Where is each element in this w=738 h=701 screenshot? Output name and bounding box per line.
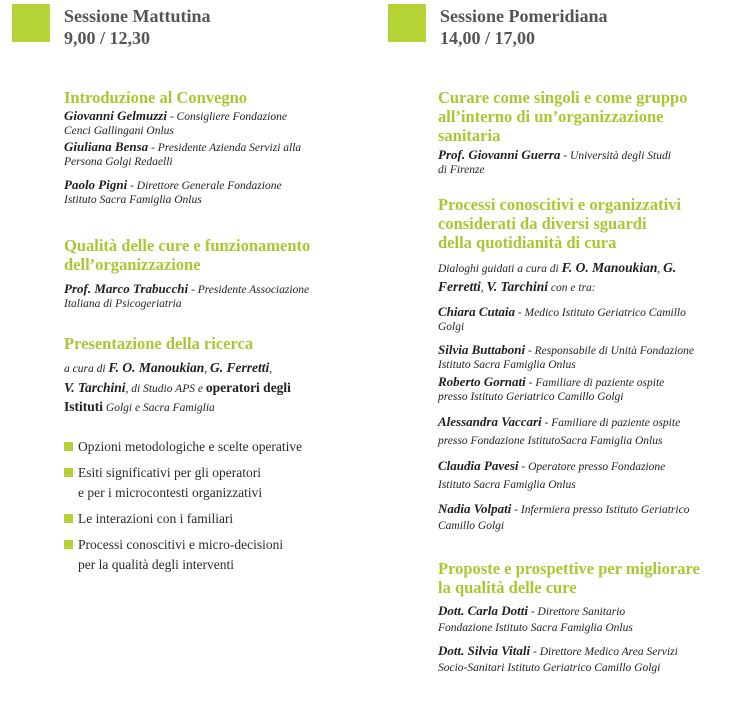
speaker-entry bbox=[438, 148, 733, 177]
speaker-role-cont: Italiana di Psicogeriatria bbox=[64, 298, 182, 310]
section-heading: Proposte e prospettive per migliorare bbox=[438, 559, 700, 578]
bullet-square bbox=[64, 540, 73, 549]
speaker-role-cont: Camillo Golgi bbox=[438, 520, 505, 532]
author-name: G. bbox=[663, 260, 677, 275]
intro-text: a cura di bbox=[64, 363, 109, 375]
speaker-entry bbox=[438, 643, 733, 676]
speaker-entry bbox=[438, 343, 733, 372]
author-name: V. Tarchini bbox=[486, 279, 549, 294]
section-heading: Processi conoscitivi e organizzativi bbox=[438, 195, 682, 214]
section-heading-cont: dell’organizzazione bbox=[64, 255, 201, 274]
intro-text: Golgi e Sacra Famiglia bbox=[103, 402, 215, 414]
green-square-marker bbox=[12, 4, 50, 42]
bullet-square bbox=[64, 514, 73, 523]
list-item bbox=[64, 464, 364, 501]
speaker-role-cont: Cenci Gallingani Onlus bbox=[64, 125, 174, 137]
speaker-role: - Responsabile di Unità Fondazione bbox=[525, 345, 695, 357]
speaker-role: - Presidente Associazione bbox=[188, 284, 310, 296]
session-title: Sessione Mattutina bbox=[64, 6, 211, 26]
intro-text: , bbox=[657, 263, 664, 275]
section-processi bbox=[438, 195, 733, 534]
speaker-role-cont: Persona Golgi Redaelli bbox=[64, 156, 173, 168]
speaker-entry bbox=[438, 375, 733, 404]
section-proposte bbox=[438, 559, 733, 676]
section-introduzione bbox=[64, 88, 364, 207]
section-heading-cont: considerati da diversi sguardi bbox=[438, 214, 647, 233]
speaker-entry bbox=[438, 413, 733, 450]
bullet-text: Le interazioni con i familiari bbox=[78, 511, 234, 526]
speaker-role: - Direttore Generale Fondazione bbox=[127, 180, 282, 192]
session-title: Sessione Pomeridiana bbox=[440, 6, 608, 26]
bullet-square bbox=[64, 468, 73, 477]
morning-session-header bbox=[12, 0, 357, 46]
speaker-role: - Presidente Azienda Servizi alla bbox=[148, 142, 302, 154]
speaker-entry bbox=[64, 109, 364, 138]
speaker-role: - Università degli Studi bbox=[560, 150, 671, 162]
speaker-role-cont: Golgi bbox=[438, 321, 465, 333]
speaker-role-cont: Istituto Sacra Famiglia Onlus bbox=[438, 479, 576, 491]
speaker-role: - Consigliere Fondazione bbox=[166, 111, 287, 123]
speaker-name: Dott. Carla Dotti bbox=[438, 603, 528, 618]
speaker-role-cont: Istituto Sacra Famiglia Onlus bbox=[438, 359, 576, 371]
bullet-text-cont: per la qualità degli interventi bbox=[78, 557, 234, 572]
list-item bbox=[64, 438, 364, 455]
speaker-role: - Infermiera presso Istituto Geriatrico bbox=[511, 504, 690, 516]
intro-text: , bbox=[204, 363, 210, 375]
author-name: operatori degli bbox=[205, 380, 291, 395]
author-name: F. O. Manoukian bbox=[108, 360, 205, 375]
intro-text: , di Studio APS e bbox=[125, 383, 206, 395]
intro-text: , bbox=[269, 363, 273, 375]
speaker-name: Prof. Marco Trabucchi bbox=[64, 281, 189, 296]
author-name: Istituti bbox=[64, 399, 104, 414]
section-curare bbox=[438, 88, 733, 177]
section-heading: Curare come singoli e come gruppo bbox=[438, 88, 688, 107]
author-name: V. Tarchini bbox=[64, 380, 126, 395]
speaker-role: - Familiare di paziente ospite bbox=[541, 417, 681, 429]
author-name: Ferretti bbox=[438, 279, 481, 294]
speaker-role-cont: Istituto Sacra Famiglia Onlus bbox=[64, 194, 202, 206]
intro-text: Dialoghi guidati a cura di bbox=[438, 263, 562, 275]
speaker-entry bbox=[438, 501, 733, 534]
morning-session-column bbox=[12, 0, 357, 572]
section-qualita bbox=[64, 236, 364, 311]
speaker-role-cont: di Firenze bbox=[438, 164, 485, 176]
speaker-name: Claudia Pavesi bbox=[438, 458, 519, 473]
speaker-role-cont: presso Fondazione IstitutoSacra Famiglia Onlus bbox=[438, 435, 663, 447]
bullet-text: Processi conoscitivi e micro-decisioni bbox=[78, 537, 284, 552]
list-item bbox=[64, 510, 364, 527]
speaker-role-cont: Socio-Sanitari Istituto Geriatrico Camillo Golgi bbox=[438, 662, 661, 674]
speaker-name: Prof. Giovanni Guerra bbox=[438, 147, 561, 162]
speaker-role: - Operatore presso Fondazione bbox=[518, 461, 666, 473]
section-heading-cont: la qualità delle cure bbox=[438, 578, 577, 597]
speaker-name: Dott. Silvia Vitali bbox=[438, 643, 531, 658]
speaker-entry bbox=[438, 305, 733, 334]
author-name: G. Ferretti bbox=[209, 360, 270, 375]
speaker-name: Paolo Pigni bbox=[64, 177, 128, 192]
speaker-entry bbox=[438, 457, 733, 494]
speaker-entry bbox=[438, 603, 733, 636]
speaker-entry bbox=[64, 282, 364, 311]
speaker-role: - Direttore Sanitario bbox=[527, 606, 626, 618]
speaker-name: Chiara Cutaia bbox=[438, 304, 515, 319]
bullet-text: Opzioni metodologiche e scelte operative bbox=[78, 439, 303, 454]
speaker-name: Giovanni Gelmuzzi bbox=[64, 108, 167, 123]
speaker-role: - Medico Istituto Geriatrico Camillo bbox=[514, 307, 686, 319]
section-heading-cont: della quotidianità di cura bbox=[438, 233, 617, 252]
session-time: 9,00 / 12,30 bbox=[64, 28, 151, 48]
afternoon-session-column bbox=[388, 0, 733, 674]
speaker-name: Alessandra Vaccari bbox=[438, 414, 542, 429]
bullet-text: Esiti significativi per gli operatori bbox=[78, 465, 261, 480]
intro-text: con e tra: bbox=[548, 282, 596, 294]
section-heading-cont: sanitaria bbox=[438, 126, 501, 145]
bullet-text-cont: e per i microcontesti organizzativi bbox=[78, 485, 263, 500]
section-presentazione bbox=[64, 334, 364, 416]
section-heading: Introduzione al Convegno bbox=[64, 88, 248, 107]
research-bullet-list bbox=[64, 438, 364, 582]
green-square-marker bbox=[388, 4, 426, 42]
section-heading-cont: all’interno di un’organizzazione bbox=[438, 107, 664, 126]
speaker-entry bbox=[64, 140, 364, 169]
speaker-role-cont: Fondazione Istituto Sacra Famiglia Onlus bbox=[438, 622, 633, 634]
session-time: 14,00 / 17,00 bbox=[440, 28, 536, 48]
speaker-role: - Familiare di paziente ospite bbox=[525, 377, 665, 389]
intro-text: , bbox=[480, 282, 487, 294]
dialog-intro bbox=[438, 259, 733, 297]
section-heading: Qualità delle cure e funzionamento bbox=[64, 236, 311, 255]
speaker-role: - Direttore Medico Area Servizi bbox=[530, 646, 678, 658]
speaker-entry bbox=[64, 178, 364, 207]
speaker-name: Silvia Buttaboni bbox=[438, 342, 526, 357]
section-heading: Presentazione della ricerca bbox=[64, 334, 254, 353]
speaker-name: Giuliana Bensa bbox=[64, 139, 149, 154]
bullet-square bbox=[64, 442, 73, 451]
speaker-name: Roberto Gornati bbox=[438, 374, 526, 389]
afternoon-session-header bbox=[388, 0, 733, 46]
research-intro bbox=[64, 360, 364, 416]
speaker-role-cont: presso Istituto Geriatrico Camillo Golgi bbox=[438, 391, 624, 403]
list-item bbox=[64, 536, 364, 573]
speaker-name: Nadia Volpati bbox=[438, 501, 512, 516]
author-name: F. O. Manoukian bbox=[561, 260, 658, 275]
